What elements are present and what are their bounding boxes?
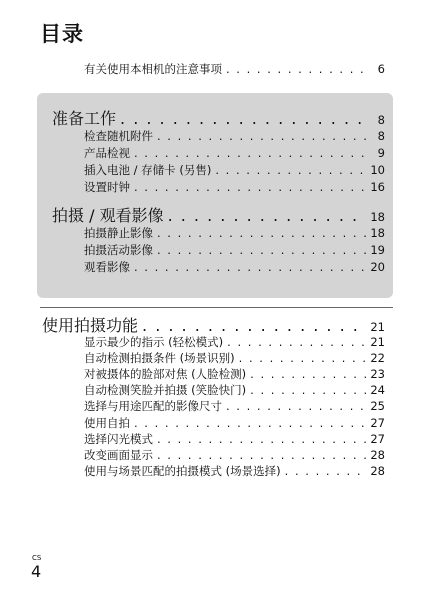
- dot-leader: [239, 351, 367, 365]
- toc-entry-label: 改变画面显示: [84, 448, 153, 462]
- dot-leader: [250, 367, 366, 381]
- toc-entry-label: 选择闪光模式: [84, 432, 153, 446]
- page-title: 目录: [40, 22, 84, 46]
- page-number: 4: [31, 562, 42, 581]
- toc-page-number: 21: [370, 335, 385, 349]
- toc-page-number: 27: [370, 416, 385, 430]
- toc-entry-label: 拍摄活动影像: [84, 243, 153, 257]
- toc-page-number: 25: [370, 399, 385, 413]
- toc-entry-label: 插入电池 / 存储卡 (另售): [84, 163, 212, 177]
- toc-page-number: 21: [370, 320, 385, 334]
- dot-leader: [157, 129, 369, 143]
- toc-page-number: 28: [370, 448, 385, 462]
- toc-entry-label: 对被摄体的脸部对焦 (人脸检测): [84, 367, 247, 381]
- dot-leader: [226, 399, 366, 413]
- toc-page-number: 8: [377, 113, 385, 127]
- toc-page-number: 20: [370, 260, 385, 274]
- toc-entry-label: 产品检视: [84, 146, 130, 160]
- dot-leader: [215, 163, 366, 177]
- toc-entry-label: 设置时钟: [84, 180, 130, 194]
- toc-section-label: 准备工作: [52, 109, 117, 128]
- toc-entry-label: 使用自拍: [84, 416, 130, 430]
- toc-section-preparation[interactable]: [52, 106, 385, 128]
- toc-entry[interactable]: [84, 431, 385, 447]
- toc-page-number: 28: [370, 464, 385, 478]
- toc-page-number: 9: [377, 146, 385, 160]
- dot-leader: [157, 243, 366, 257]
- dot-leader: [157, 226, 366, 240]
- toc-page-number: 19: [370, 243, 385, 257]
- toc-entry[interactable]: [84, 398, 385, 414]
- toc-entry[interactable]: [84, 162, 385, 178]
- toc-entry[interactable]: [84, 128, 385, 144]
- dot-leader: [168, 206, 367, 225]
- toc-entry-label: 选择与用途匹配的影像尺寸: [84, 399, 222, 413]
- toc-page-number: 18: [370, 226, 385, 240]
- language-code: CS: [32, 554, 42, 562]
- toc-page-number: 24: [370, 383, 385, 397]
- section-divider: [40, 307, 393, 308]
- toc-entry-precautions[interactable]: [84, 61, 385, 77]
- dot-leader: [157, 432, 366, 446]
- dot-leader: [142, 316, 366, 335]
- dot-leader: [157, 448, 366, 462]
- toc-entry-label: 检查随机附件: [84, 129, 153, 143]
- toc-entry-label: 自动检测笑脸并拍摄 (笑脸快门): [84, 383, 247, 397]
- toc-entry[interactable]: [84, 242, 385, 258]
- dot-leader: [120, 109, 369, 128]
- toc-entry[interactable]: [84, 350, 385, 366]
- toc-entry-label: 观看影像: [84, 260, 130, 274]
- toc-entry[interactable]: [84, 179, 385, 195]
- toc-page-number: 18: [370, 210, 385, 224]
- dot-leader: [134, 180, 366, 194]
- toc-entry[interactable]: [84, 145, 385, 161]
- toc-section-shooting-functions[interactable]: [42, 313, 385, 335]
- toc-section-label: 拍摄 / 观看影像: [52, 206, 164, 225]
- toc-page-number: 10: [370, 163, 385, 177]
- toc-entry[interactable]: [84, 382, 385, 398]
- dot-leader: [134, 146, 369, 160]
- toc-page-number: 22: [370, 351, 385, 365]
- toc-entry[interactable]: [84, 463, 385, 479]
- toc-entry-label: 显示最少的指示 (轻松模式): [84, 335, 224, 349]
- dot-leader: [134, 416, 366, 430]
- toc-entry[interactable]: [84, 334, 385, 350]
- dot-leader: [226, 62, 369, 76]
- dot-leader: [250, 383, 366, 397]
- toc-section-label: 使用拍摄功能: [42, 316, 139, 335]
- toc-entry[interactable]: [84, 225, 385, 241]
- toc-entry-label: 自动检测拍摄条件 (场景识别): [84, 351, 235, 365]
- toc-page-number: 6: [377, 62, 385, 76]
- toc-page-number: 16: [370, 180, 385, 194]
- dot-leader: [134, 260, 366, 274]
- toc-page-number: 27: [370, 432, 385, 446]
- toc-entry[interactable]: [84, 415, 385, 431]
- toc-entry[interactable]: [84, 447, 385, 463]
- toc-entry[interactable]: [84, 366, 385, 382]
- toc-entry-label: 拍摄静止影像: [84, 226, 153, 240]
- toc-page-number: 23: [370, 367, 385, 381]
- toc-entry-label: 使用与场景匹配的拍摄模式 (场景选择): [84, 464, 281, 478]
- toc-entry-label: 有关使用本相机的注意事项: [84, 62, 222, 76]
- dot-leader: [227, 335, 366, 349]
- dot-leader: [285, 464, 367, 478]
- toc-page-number: 8: [377, 129, 385, 143]
- toc-section-shooting-viewing[interactable]: [52, 203, 385, 225]
- toc-entry[interactable]: [84, 259, 385, 275]
